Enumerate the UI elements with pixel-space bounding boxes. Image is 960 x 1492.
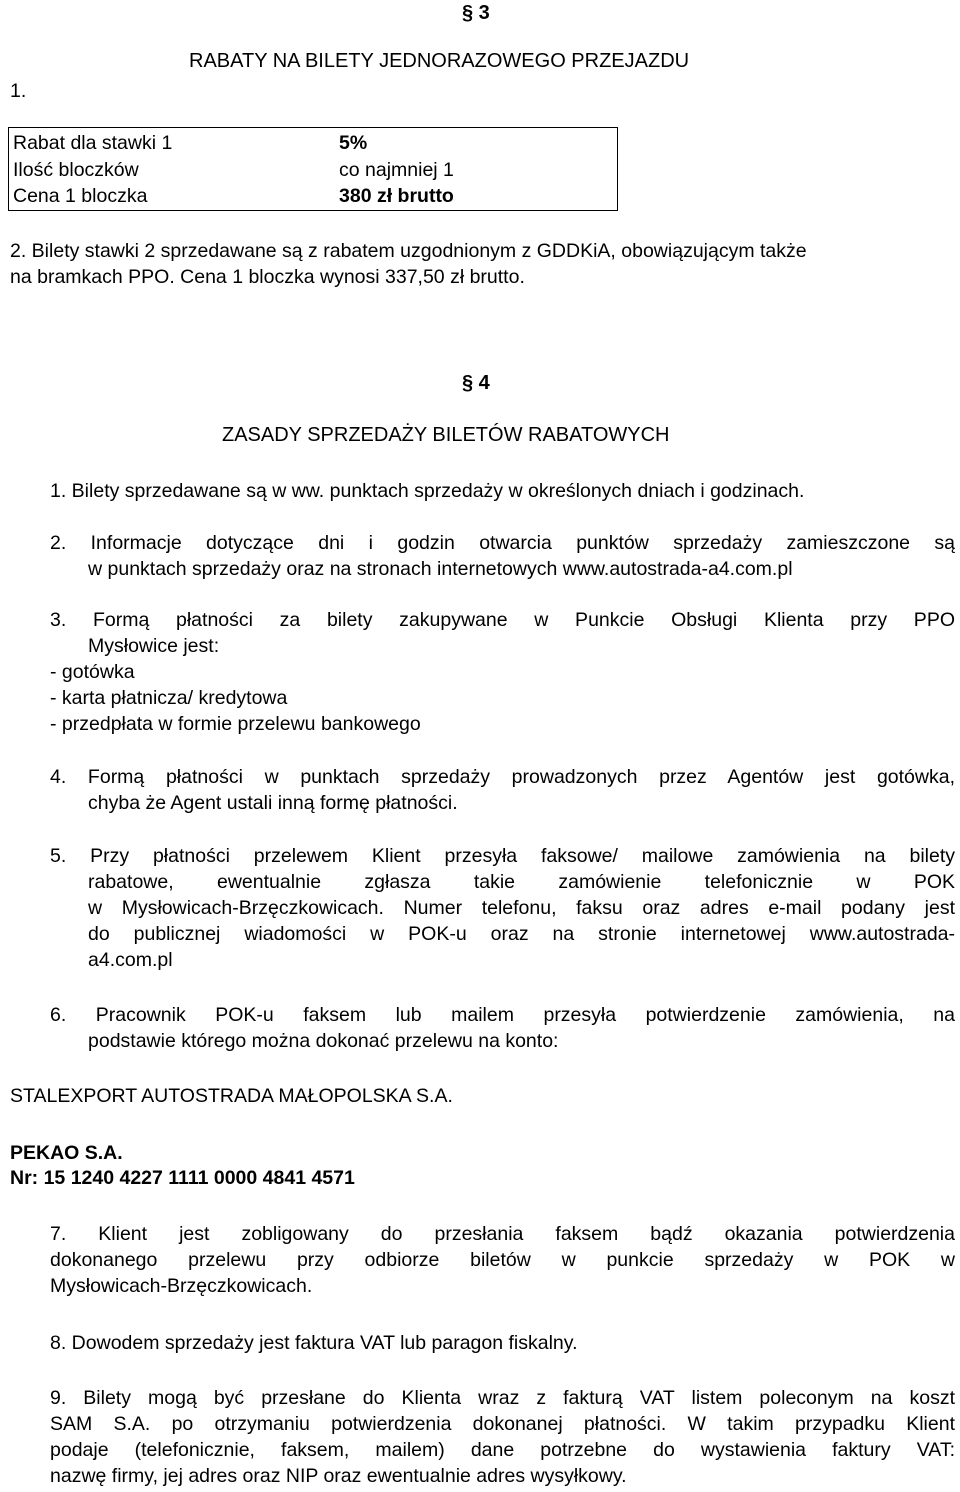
item-3-line: Mysłowice jest:	[88, 635, 220, 657]
section-4-title: ZASADY SPRZEDAŻY BILETÓW RABATOWYCH	[222, 424, 670, 446]
account-number: Nr: 15 1240 4227 1111 0000 4841 4571	[10, 1167, 355, 1189]
table-cell-label: Rabat dla stawki 1	[13, 132, 173, 154]
paragraph-2-line-1: 2. Bilety stawki 2 sprzedawane są z rabatem uzgodnionym z GDDKiA, obowiązującym także	[10, 240, 807, 262]
section-3-number: 1.	[10, 80, 27, 102]
table-row	[9, 183, 618, 210]
item-2-line: 2. Informacje dotyczące dni i godzin otwarcia punktów sprzedaży zamieszczone są	[50, 532, 955, 554]
item-5	[50, 843, 955, 973]
section-4-symbol: § 4	[462, 372, 490, 394]
item-5-line: a4.com.pl	[88, 949, 173, 971]
item-9	[50, 1385, 955, 1489]
item-9-line: nazwę firmy, jej adres oraz NIP oraz ewentualnie adres wysyłkowy.	[50, 1465, 627, 1487]
item-5-line: rabatowe, ewentualnie zgłasza takie zamówienie telefonicznie w POK	[88, 871, 955, 893]
item-9-line: SAM S.A. po otrzymaniu potwierdzenia dokonanej płatności. W takim przypadku Klient	[50, 1413, 955, 1435]
item-6	[50, 1002, 955, 1054]
item-5-line: w Mysłowicach-Brzęczkowicach. Numer telefonu, faksu oraz adres e-mail podany jest	[88, 897, 955, 919]
section-3-title: RABATY NA BILETY JEDNORAZOWEGO PRZEJAZDU	[189, 50, 690, 72]
discount-table	[8, 127, 618, 211]
item-7-line: 7. Klient jest zobligowany do przesłania faksem bądź okazania potwierdzenia	[50, 1223, 955, 1245]
section-3-symbol: § 3	[462, 2, 490, 24]
company-name: STALEXPORT AUTOSTRADA MAŁOPOLSKA S.A.	[10, 1085, 453, 1107]
payment-option: - przedpłata w formie przelewu bankowego	[50, 713, 421, 735]
item-7	[50, 1221, 955, 1299]
item-2-line: w punktach sprzedaży oraz na stronach internetowych www.autostrada-a4.com.pl	[88, 558, 793, 580]
item-7-line: dokonanego przelewu przy odbiorze biletów w punkcie sprzedaży w POK w	[50, 1249, 955, 1271]
table-cell-label: Cena 1 bloczka	[13, 185, 148, 208]
item-4-line: chyba że Agent ustali inną formę płatności.	[88, 792, 458, 814]
bank-name: PEKAO S.A.	[10, 1142, 123, 1164]
table-row	[9, 128, 618, 157]
item-1: 1. Bilety sprzedawane są w ww. punktach sprzedaży w określonych dniach i godzinach.	[50, 480, 805, 502]
item-8: 8. Dowodem sprzedaży jest faktura VAT lub paragon fiskalny.	[50, 1332, 578, 1354]
item-6-line: podstawie którego można dokonać przelewu na konto:	[88, 1030, 559, 1052]
item-9-line: 9. Bilety mogą być przesłane do Klienta wraz z fakturą VAT listem poleconym na koszt	[50, 1387, 955, 1409]
item-7-line: Mysłowicach-Brzęczkowicach.	[50, 1275, 313, 1297]
payment-option: - gotówka	[50, 661, 135, 683]
item-5-line: 5. Przy płatności przelewem Klient przesyła faksowe/ mailowe zamówienia na bilety	[50, 845, 955, 867]
item-4	[50, 764, 955, 816]
paragraph-2-line-2: na bramkach PPO. Cena 1 bloczka wynosi 337,50 zł brutto.	[10, 266, 525, 288]
item-5-line: do publicznej wiadomości w POK-u oraz na stronie internetowej www.autostrada-	[88, 923, 955, 945]
table-cell-label: Ilość bloczków	[13, 158, 139, 181]
item-2	[50, 530, 955, 582]
table-row	[9, 157, 618, 184]
table-cell-value: co najmniej 1	[339, 158, 454, 181]
item-3-line: 3. Formą płatności za bilety zakupywane w Punkcie Obsługi Klienta przy PPO	[50, 609, 955, 631]
payment-option: - karta płatnicza/ kredytowa	[50, 687, 288, 709]
item-9-line: podaje (telefonicznie, faksem, mailem) dane potrzebne do wystawienia faktury VAT:	[50, 1439, 955, 1461]
item-4-line: 4. Formą płatności w punktach sprzedaży prowadzonych przez Agentów jest gotówka,	[50, 766, 955, 788]
table-cell-value: 380 zł brutto	[339, 185, 454, 208]
item-6-line: 6. Pracownik POK-u faksem lub mailem przesyła potwierdzenie zamówienia, na	[50, 1004, 955, 1026]
table-cell-value: 5%	[339, 132, 368, 154]
item-3	[50, 607, 955, 659]
